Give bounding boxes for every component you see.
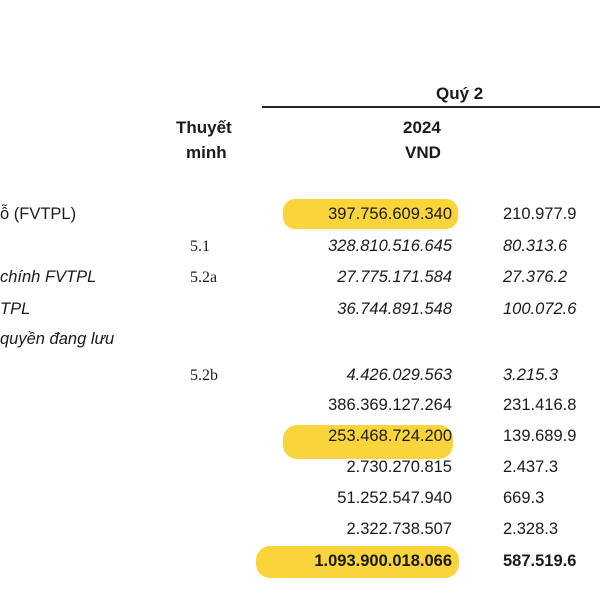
year-header: 2024	[403, 118, 441, 137]
value-2024: 2.730.270.815	[346, 458, 452, 476]
currency-header: VND	[405, 143, 441, 162]
note-column-header-line1: Thuyết	[176, 118, 232, 137]
row-label: quyền đang lưu	[0, 330, 115, 348]
table-row	[0, 237, 600, 261]
value-2024: 27.775.171.584	[337, 268, 452, 286]
value-2024: 1.093.900.018.066	[314, 552, 452, 570]
table-row	[0, 366, 600, 390]
value-prior-year: 231.416.8	[503, 396, 577, 414]
value-prior-year: 2.437.3	[503, 458, 559, 476]
value-prior-year: 3.215.3	[503, 366, 559, 384]
row-note: 5.1	[190, 238, 210, 255]
value-prior-year: 27.376.2	[503, 268, 568, 286]
table-row	[0, 300, 600, 324]
value-2024: 36.744.891.548	[337, 300, 452, 318]
row-label: chính FVTPL	[0, 268, 97, 286]
quarter-header: Quý 2	[436, 84, 484, 103]
value-2024: 4.426.029.563	[346, 366, 452, 384]
value-prior-year: 139.689.9	[503, 427, 577, 445]
row-label: TPL	[0, 300, 31, 318]
table-row	[0, 520, 600, 544]
value-prior-year: 669.3	[503, 489, 545, 507]
value-prior-year: 100.072.6	[503, 300, 577, 318]
table-row	[0, 330, 600, 354]
table-row	[0, 489, 600, 513]
row-note: 5.2b	[190, 367, 218, 384]
row-label: ỗ (FVTPL)	[0, 205, 77, 223]
value-prior-year: 210.977.9	[503, 205, 577, 223]
value-2024: 51.252.547.940	[337, 489, 452, 507]
value-2024: 2.322.738.507	[346, 520, 452, 538]
value-prior-year: 80.313.6	[503, 237, 568, 255]
value-2024: 253.468.724.200	[328, 427, 452, 445]
table-row	[0, 268, 600, 292]
note-column-header-line2: minh	[186, 143, 227, 162]
table-row	[0, 205, 600, 229]
table-row	[0, 427, 600, 451]
table-row	[0, 396, 600, 420]
header-rule	[262, 106, 600, 108]
table-row	[0, 458, 600, 482]
value-2024: 397.756.609.340	[328, 205, 452, 223]
table-row	[0, 552, 600, 576]
value-prior-year: 2.328.3	[503, 520, 559, 538]
value-2024: 386.369.127.264	[328, 396, 452, 414]
value-prior-year: 587.519.6	[503, 552, 577, 570]
value-2024: 328.810.516.645	[328, 237, 452, 255]
row-note: 5.2a	[190, 269, 218, 286]
